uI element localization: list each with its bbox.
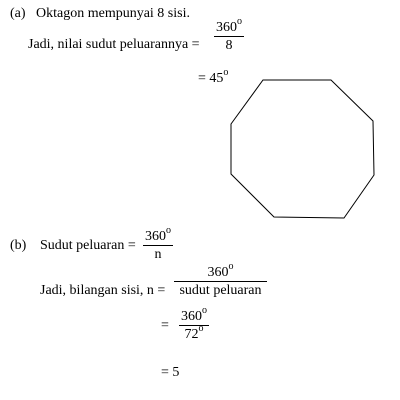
- part-a-line2: = $45^o$: [198, 67, 229, 86]
- part-b-fraction-1: [143, 225, 173, 262]
- part-a-label: (a): [10, 6, 26, 21]
- part-b-frac2-num: 360$^o$: [207, 261, 234, 280]
- fraction-bar: [179, 325, 209, 326]
- part-a-fraction-1: [214, 16, 244, 53]
- part-b-line2-prefix: Jadi, bilangan sisi, n =: [40, 283, 166, 298]
- part-b-frac3-den: 72$^o$: [184, 323, 204, 342]
- part-b-frac3-num: 360$^o$: [181, 305, 207, 324]
- part-b-label: (b): [10, 238, 27, 253]
- part-a-statement: Oktagon mempunyai 8 sisi.: [36, 6, 190, 21]
- part-b-frac2-den: sudut peluaran: [179, 283, 262, 298]
- part-b-line4: = 5: [161, 365, 180, 380]
- part-b-fraction-2: [174, 261, 267, 298]
- part-b-line3-eq: =: [161, 318, 169, 333]
- part-b-fraction-3: [179, 305, 209, 342]
- fraction-bar: [214, 36, 244, 37]
- part-b-frac1-den: n: [154, 247, 162, 262]
- fraction-bar: [143, 245, 173, 246]
- fraction-bar: [174, 281, 267, 282]
- octagon-shape: [231, 80, 374, 218]
- part-a-frac1-num: 360$^o$: [216, 16, 242, 35]
- part-a-frac1-den: 8: [225, 38, 233, 53]
- part-a-line1-prefix: Jadi, nilai sudut peluarannya =: [28, 37, 200, 52]
- part-b-frac1-num: 360$^o$: [145, 225, 171, 244]
- part-b-line1-prefix: Sudut peluaran =: [40, 238, 136, 253]
